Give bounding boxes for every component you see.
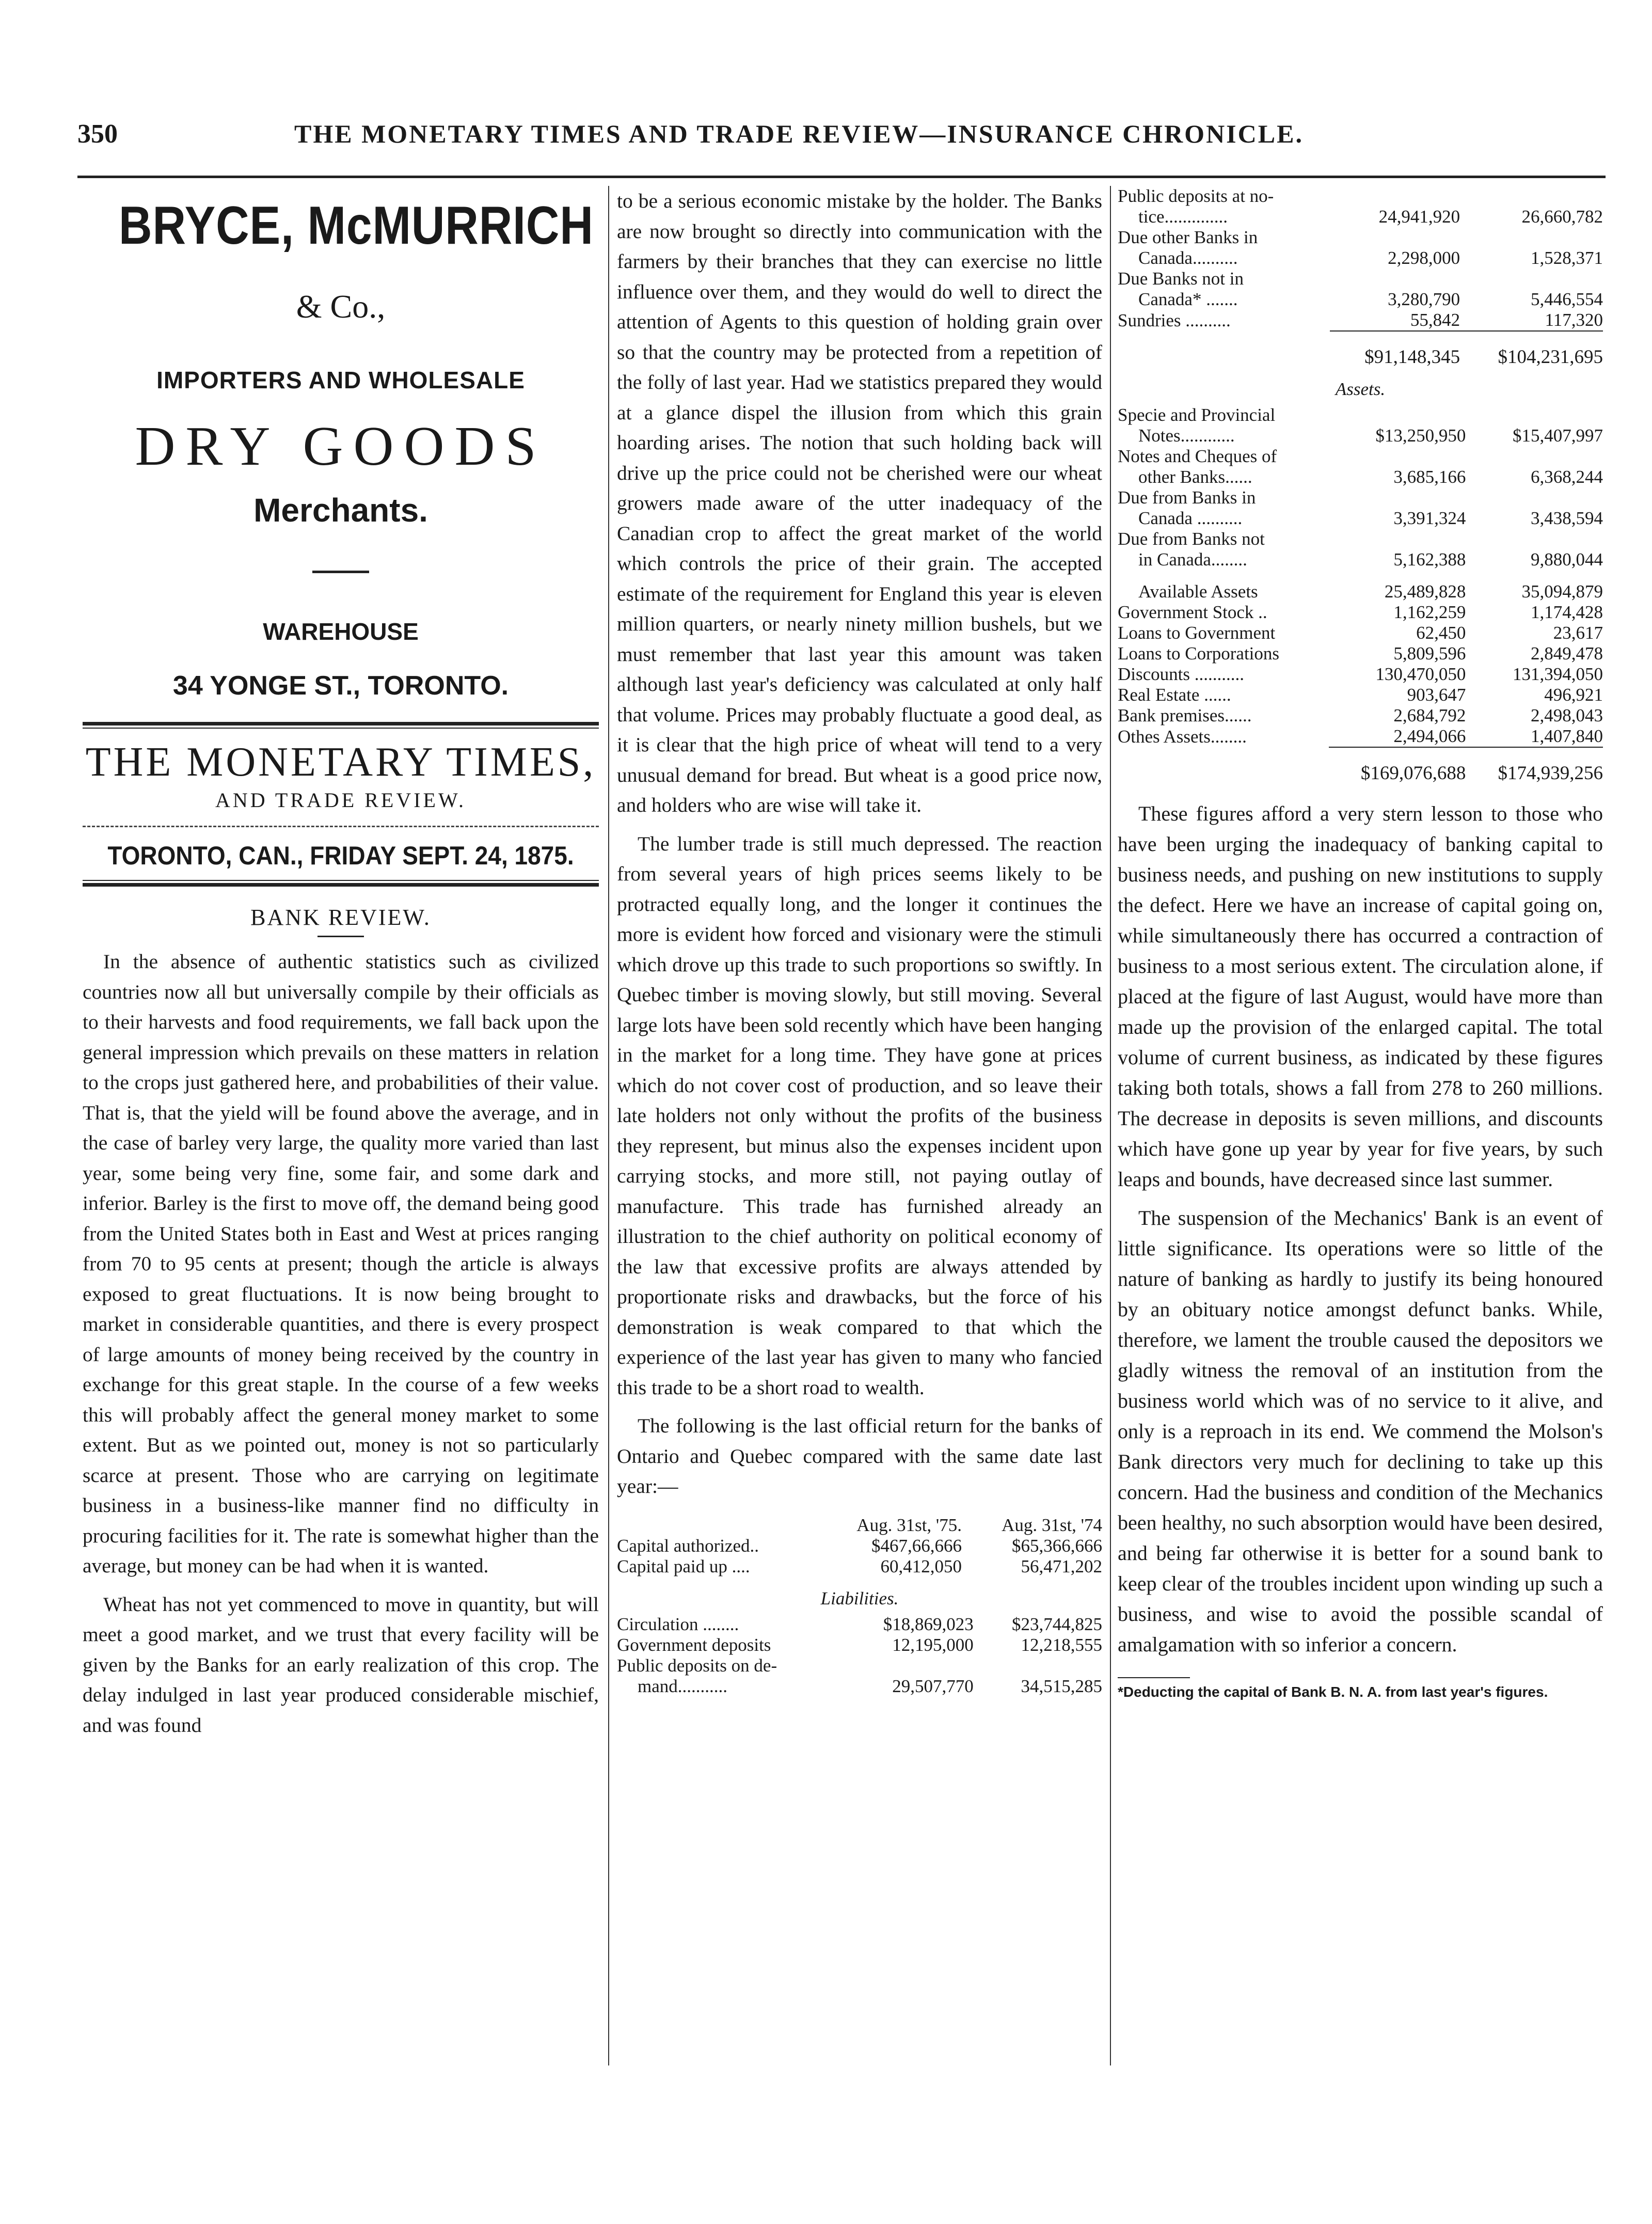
value-1875	[1329, 529, 1466, 549]
row-label: mand...........	[638, 1676, 728, 1696]
paragraph: These figures afford a very stern lesson to those who have been urging the inadequacy of banking capital to business needs, and pushing on new institutions to supply the defect. Here we have an increase of capital going on, while simultaneously there has occurred a contraction of business to a most serious extent. The circulation alone, if placed at the figure of last August, would have more than made up the provision of the enlarged capital. The total volume of current business, as indicated by these figures taking both totals, shows a fall from 278 to 260 millions. The decrease in deposits is seven millions, and discounts which have gone up year by year for five years, by such leaps and bounds, have decreased since last summer.	[1118, 802, 1603, 1191]
assets-rows	[1118, 405, 1603, 570]
liabilities-rows	[617, 1614, 1102, 1697]
value-1874: 5,446,554	[1531, 289, 1603, 309]
table-row	[1118, 186, 1603, 207]
row-label: Real Estate ......	[1118, 685, 1231, 705]
value-1875: 29,507,770	[892, 1676, 974, 1696]
value-1875	[1330, 227, 1460, 248]
value-1874	[1460, 227, 1603, 248]
rule	[83, 826, 599, 827]
row-label: Canada* .......	[1138, 289, 1238, 309]
value-1874: 1,407,840	[1531, 726, 1603, 746]
paragraph: In the absence of authentic statistics such as civilized countries now all but universally compile by their officials as to their harvests and food requirements, we fall back upon the general impression which prevails on these matters in relation to the crops just gathered here, and probabilities of their value. That is, that the yield will be found above the average, and in the case of barley very large, the quality more varied than last year, some being very fine, some fair, and some dark and inferior. Barley is the first to move off, the demand being good from the United States both in East and West at prices ranging from 70 to 95 cents at present; though the article is always exposed to great fluctuations. It is now being brought to market in considerable quantities, and there is every prospect of large amounts of money being received by the country in exchange for this great staple. In the course of a few weeks this will probably affect the general money market to some extent. But as we pointed out, money is not so particularly scarce at present. Those who are carrying on legitimate business in a business-like manner find no difficulty in procuring facilities for it. The rate is somewhat higher than the average, but money can be had when it is wanted.	[83, 950, 599, 1577]
value-1875: 62,450	[1416, 623, 1466, 643]
header-rule	[77, 176, 1606, 178]
table-cell	[1118, 570, 1603, 581]
table-spacer	[1118, 570, 1603, 581]
value-1875: 903,647	[1407, 685, 1466, 705]
row-label: Due other Banks in	[1118, 227, 1258, 247]
ad-company: & Co.,	[296, 288, 386, 325]
value-1875: 130,470,050	[1375, 664, 1466, 684]
value-1874: $23,744,825	[1012, 1614, 1102, 1634]
article-body-col1	[83, 947, 599, 1740]
value-1874: 6,368,244	[1531, 467, 1603, 487]
value-1875: $18,869,023	[883, 1614, 974, 1634]
value-1875: 60,412,050	[880, 1556, 962, 1576]
table-row	[1118, 726, 1603, 747]
row-label: in Canada........	[1138, 549, 1247, 570]
table-row	[617, 1635, 1102, 1655]
article-title: BANK REVIEW.	[250, 905, 431, 930]
running-title: THE MONETARY TIMES AND TRADE REVIEW—INSURANCE CHRONICLE.	[294, 119, 1304, 148]
ad-divider	[312, 571, 369, 573]
table-row	[1118, 467, 1603, 487]
table-row	[1118, 310, 1603, 331]
row-label: Sundries ..........	[1118, 310, 1231, 330]
bank-return-table-liabilities	[617, 1614, 1102, 1697]
value-1874	[1466, 405, 1603, 425]
ad-firm-name: BRYCE, McMURRICH	[119, 196, 594, 256]
value-1875: 3,685,166	[1393, 467, 1466, 487]
liabilities-rows	[1118, 186, 1603, 331]
value-1875: 12,195,000	[892, 1634, 974, 1655]
value-1875: 2,298,000	[1388, 248, 1460, 268]
row-label: Canada ..........	[1138, 508, 1243, 528]
value-1874	[1460, 269, 1603, 289]
table-header-row	[617, 1502, 1102, 1536]
table-row	[1118, 705, 1603, 726]
row-label: Notes and Cheques of	[1118, 446, 1277, 466]
bank-return-table-liabilities-cont	[1118, 186, 1603, 368]
table-row	[1118, 549, 1603, 570]
table-row	[1118, 529, 1603, 549]
table-row	[617, 1536, 1102, 1556]
table-row	[617, 1655, 1102, 1676]
total-cell: $174,939,256	[1466, 747, 1603, 784]
row-label: Government deposits	[617, 1634, 771, 1655]
value-1874: 1,528,371	[1531, 248, 1603, 268]
table-cell	[1118, 331, 1330, 368]
value-1875: 55,842	[1410, 310, 1460, 330]
table-row	[1118, 685, 1603, 705]
total-cell: $104,231,695	[1460, 331, 1603, 368]
column-divider	[1110, 186, 1111, 2065]
value-1874: 35,094,879	[1521, 581, 1603, 602]
ad-product: DRY GOODS	[135, 416, 547, 477]
row-label: Loans to Corporations	[1118, 643, 1280, 664]
column-header: Aug. 31st, '75.	[856, 1515, 962, 1535]
value-1874: 117,320	[1545, 310, 1603, 330]
value-1874: 1,174,428	[1531, 602, 1603, 622]
masthead-title: THE MONETARY TIMES,	[85, 739, 596, 785]
value-1875: 5,162,388	[1393, 549, 1466, 570]
ad-address: 34 YONGE ST., TORONTO.	[172, 671, 509, 701]
table-row	[1118, 425, 1603, 446]
table-cell	[1118, 747, 1329, 784]
table-row	[1118, 643, 1603, 664]
value-1875: 2,494,066	[1393, 726, 1466, 746]
column-2	[617, 186, 1102, 1697]
table-row	[617, 1614, 1102, 1635]
paragraph: to be a serious economic mistake by the holder. The Banks are now brought so directly into communication with the farmers by their branches that they can exercise no little influence over them, and they would do well to direct the attention of Agents to this question of holding grain over so that the country may be protected from a repetition of the folly of last year. Had we statistics prepared they would at a glance dispel the illusion from which this grain hoarding arises. The notion that such holding back will drive up the price could not be cherished were our wheat growers made aware of the utter inadequacy of the Canadian crop to affect the great market of the world which controls the price of their grain. The accepted estimate of the requirement for England this year is eleven million quarters, or nearly ninety million bushels, but we must remember that last year this amount was taken although last year's deficiency was calculated at only half that volume. Prices may probably fluctuate a good deal, as it is clear that the high price of wheat will tend to a very unusual demand for bread. But wheat is a good price now, and holders who are wise will take it.	[617, 190, 1102, 816]
row-label: Discounts ...........	[1118, 664, 1244, 684]
table-row	[1118, 581, 1603, 602]
masthead-subtitle: AND TRADE REVIEW.	[215, 788, 467, 812]
value-1874: 2,849,478	[1531, 643, 1603, 664]
value-1875	[1329, 405, 1466, 425]
row-label: Government Stock ..	[1118, 602, 1267, 622]
value-1874	[1466, 529, 1603, 549]
row-label: Public deposits on de-	[617, 1655, 777, 1676]
value-1874: 9,880,044	[1531, 549, 1603, 570]
article-body-col2	[617, 186, 1102, 1502]
footnote: *Deducting the capital of Bank B. N. A. from last year's figures.	[1118, 1684, 1548, 1700]
footnote-rule	[1118, 1677, 1190, 1678]
table-cell	[617, 1502, 815, 1536]
liabilities-total-row	[1118, 331, 1603, 368]
table-row	[1118, 487, 1603, 508]
ad-line: IMPORTERS AND WHOLESALE	[156, 367, 525, 393]
table-row	[1118, 623, 1603, 643]
value-1875	[1329, 487, 1466, 508]
rule	[83, 883, 599, 887]
value-1875: 1,162,259	[1393, 602, 1466, 622]
liabilities-caption: Liabilities.	[820, 1588, 899, 1608]
ad-role: Merchants.	[253, 492, 428, 529]
value-1874: 56,471,202	[1021, 1556, 1102, 1576]
table-row	[617, 1556, 1102, 1577]
value-1874	[1460, 186, 1603, 207]
column-divider	[608, 186, 609, 2065]
row-label: Due Banks not in	[1118, 269, 1244, 289]
row-label: Due from Banks in	[1118, 487, 1256, 508]
rule	[83, 880, 599, 881]
value-1875: 3,280,790	[1388, 289, 1460, 309]
column-3	[1118, 186, 1603, 1700]
value-1875	[845, 1655, 974, 1676]
paragraph: The lumber trade is still much depressed. The reaction from several years of high prices seems likely to be protracted equally long, and the longer it continues the more is evident how forced and visionary were the stimuli which drove up this trade to such proportions so swiftly. In Quebec timber is moving slowly, but still moving. Several large lots have been sold recently which have been hanging in the market for a long time. They have gone at prices which do not cover cost of production, and so leave their late holders not only without the profits of the business they represent, but minus also the expenses incident upon carrying stocks, and more still, not paying outlay of manufacture. This trade has furnished already an illustration to the chief authority on political economy of the law that excessive profits are always attended by proportionate risks and drawbacks, but the force of his demonstration is weak compared to that which the experience of the last year has given to many who fancied this trade to be a short road to wealth.	[617, 832, 1102, 1399]
value-1875: 5,809,596	[1393, 643, 1466, 664]
table-row	[1118, 405, 1603, 425]
advertisement	[83, 195, 599, 701]
table-row	[1118, 248, 1603, 269]
ad-warehouse: WAREHOUSE	[263, 618, 419, 645]
table-row	[1118, 446, 1603, 467]
value-1874: 3,438,594	[1531, 508, 1603, 528]
value-1875: 3,391,324	[1393, 508, 1466, 528]
value-1875	[1330, 186, 1460, 207]
bank-return-table-capital	[617, 1502, 1102, 1577]
table-row	[617, 1676, 1102, 1697]
paragraph: Wheat has not yet commenced to move in quantity, but will meet a good market, and we trust that every facility will be given by the Banks for an early realization of this crop. The delay indulged in last year produced considerable mischief, and was found	[83, 1592, 599, 1737]
paragraph: The suspension of the Mechanics' Bank is an event of little significance. Its operations were so little of the nature of banking as hardly to justify its being honoured by an obituary notice amongst defunct banks. While, therefore, we lament the trouble caused the depositors we gladly witness the removal of an institution from the business world which was of no service to it alive, and only is a reproach in its end. We commend the Molson's Bank directors very much for declining to take up this concern. Had the business and condition of the Mechanics been healthy, no such absorption would have been desired, and being far otherwise it is better for a sound bank to keep clear of the troubles incident upon winding up such a business, and wise to avoid the possible scandal of amalgamation with so inferior a concern.	[1118, 1206, 1603, 1656]
rule	[83, 728, 599, 729]
assets-caption: Assets.	[1335, 379, 1386, 399]
row-label: Due from Banks not	[1118, 529, 1265, 549]
value-1874: 23,617	[1553, 623, 1603, 643]
assets-rows	[1118, 581, 1603, 747]
value-1874: $15,407,997	[1513, 425, 1603, 446]
row-label: Bank premises......	[1118, 705, 1252, 725]
capital-rows	[617, 1536, 1102, 1577]
assets-total-row	[1118, 747, 1603, 784]
bank-return-table-assets	[1118, 405, 1603, 784]
value-1874: 34,515,285	[1021, 1676, 1102, 1696]
row-label: Othes Assets........	[1118, 727, 1247, 747]
row-label: other Banks......	[1138, 467, 1252, 487]
value-1875: $467,66,666	[871, 1535, 962, 1556]
title-mark	[317, 936, 364, 937]
value-1875: 25,489,828	[1384, 581, 1466, 602]
column-header: Aug. 31st, '74	[1002, 1515, 1102, 1535]
value-1875: 2,684,792	[1393, 705, 1466, 725]
row-label: Specie and Provincial	[1118, 405, 1276, 425]
page-number: 350	[77, 119, 118, 149]
row-label: Available Assets	[1138, 581, 1258, 602]
table-row	[1118, 207, 1603, 227]
table-row	[1118, 508, 1603, 529]
value-1874: $65,366,666	[1012, 1535, 1102, 1556]
value-1874: 26,660,782	[1521, 207, 1603, 227]
value-1874	[1466, 446, 1603, 467]
table-row	[1118, 664, 1603, 685]
row-label: tice..............	[1138, 207, 1228, 227]
row-label: Public deposits at no-	[1118, 186, 1274, 206]
value-1874: 131,394,050	[1513, 664, 1603, 684]
value-1874: 12,218,555	[1021, 1634, 1102, 1655]
row-label: Circulation ........	[617, 1614, 739, 1634]
total-cell: $91,148,345	[1330, 331, 1460, 368]
rule	[83, 722, 599, 725]
value-1874: 2,498,043	[1531, 705, 1603, 725]
value-1875: 24,941,920	[1378, 207, 1460, 227]
value-1875	[1329, 446, 1466, 467]
table-row	[1118, 289, 1603, 310]
table-row	[1118, 602, 1603, 623]
row-label: Capital authorized..	[617, 1535, 759, 1556]
column-1	[83, 186, 599, 1740]
row-label: Canada..........	[1138, 248, 1238, 268]
article-body-col3	[1118, 798, 1603, 1660]
table-row	[1118, 269, 1603, 289]
value-1875: $13,250,950	[1375, 425, 1466, 446]
value-1874	[974, 1655, 1102, 1676]
value-1874: 496,921	[1544, 685, 1603, 705]
row-label: Capital paid up ....	[617, 1556, 750, 1576]
page-header	[77, 119, 1600, 155]
row-label: Loans to Government	[1118, 623, 1276, 643]
value-1875	[1330, 269, 1460, 289]
table-row	[1118, 227, 1603, 248]
row-label: Notes............	[1138, 425, 1235, 446]
total-cell: $169,076,688	[1329, 747, 1466, 784]
dateline: TORONTO, CAN., FRIDAY SEPT. 24, 1875.	[107, 841, 574, 870]
value-1874	[1466, 487, 1603, 508]
paragraph: The following is the last official return for the banks of Ontario and Quebec compared with the same date last year:—	[617, 1414, 1102, 1497]
